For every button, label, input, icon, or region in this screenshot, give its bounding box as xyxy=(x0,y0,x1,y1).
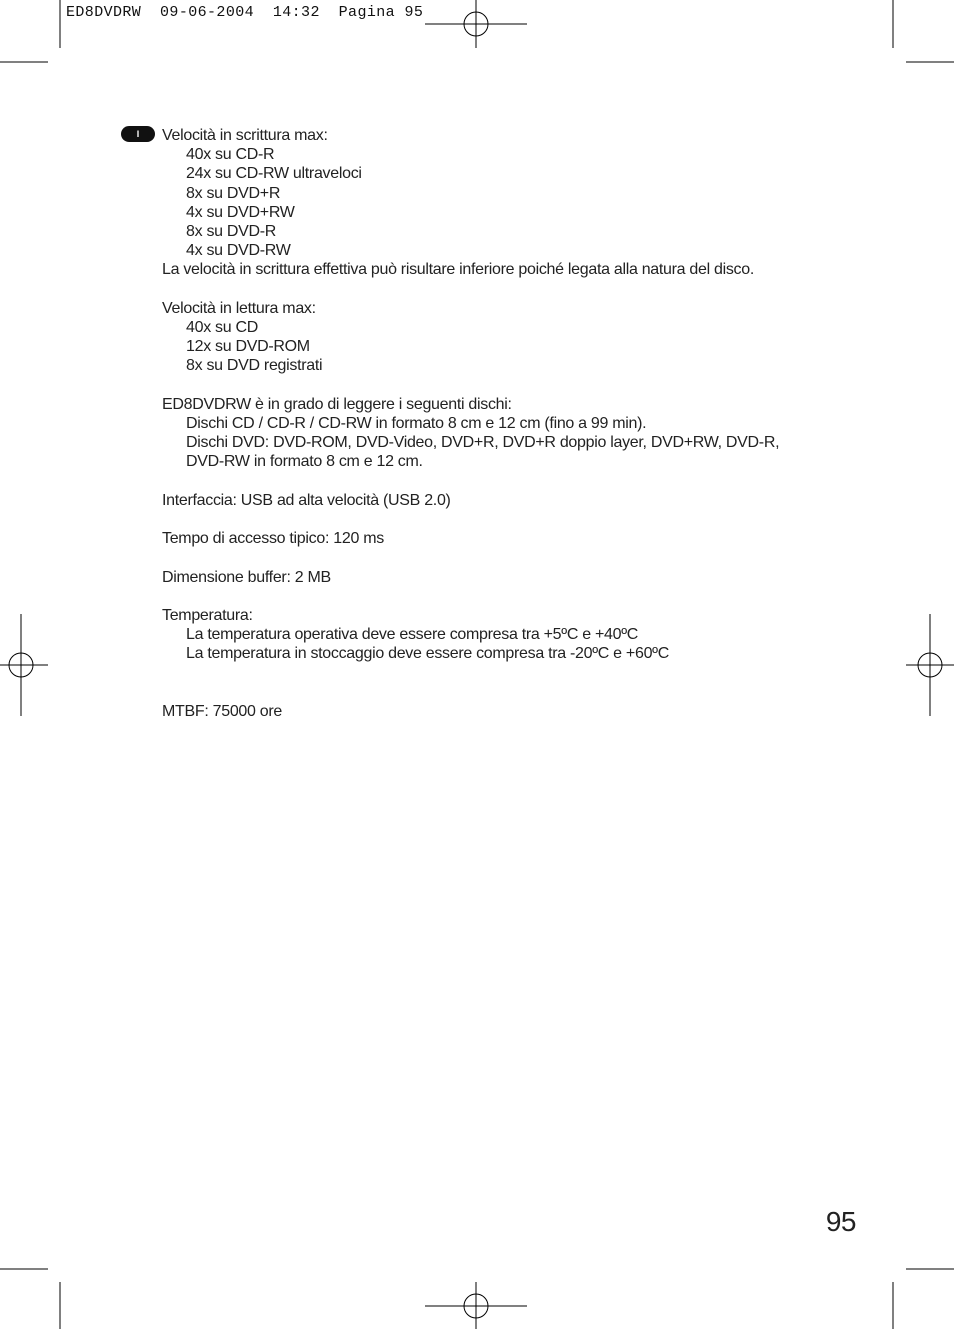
discs-item: DVD-RW in formato 8 cm e 12 cm. xyxy=(186,453,423,471)
write-speed-item: 40x su CD-R xyxy=(186,146,275,164)
temperature-item: La temperatura operativa deve essere compresa tra +5ºC e +40ºC xyxy=(186,626,639,644)
mtbf-line: MTBF: 75000 ore xyxy=(162,702,283,720)
read-speed-title: Velocità in lettura max: xyxy=(162,299,316,317)
write-speed-item: 8x su DVD+R xyxy=(186,184,281,202)
write-speed-note: La velocità in scrittura effettiva può risultare inferiore poiché legata alla natura del disco. xyxy=(162,261,755,279)
write-speed-title: Velocità in scrittura max: xyxy=(162,127,328,144)
read-speed-item: 12x su DVD-ROM xyxy=(186,338,310,356)
write-speed-item: 4x su DVD+RW xyxy=(186,203,295,221)
discs-title: ED8DVDRW è in grado di leggere i seguenti dischi: xyxy=(162,395,512,413)
page-number: 95 xyxy=(825,1206,856,1237)
read-speed-item: 40x su CD xyxy=(186,319,258,337)
write-speed-item: 24x su CD-RW ultraveloci xyxy=(186,165,362,183)
discs-item: Dischi CD / CD-R / CD-RW in formato 8 cm e 12 cm (fino a 99 min). xyxy=(186,415,647,433)
read-speed-item: 8x su DVD registrati xyxy=(186,357,323,375)
write-speed-item: 4x su DVD-RW xyxy=(186,242,291,260)
temperature-item: La temperatura in stoccaggio deve essere compresa tra -20ºC e +60ºC xyxy=(186,645,669,663)
spec-content xyxy=(162,126,842,721)
write-speed-item: 8x su DVD-R xyxy=(186,223,277,241)
access-time-line: Tempo di accesso tipico: 120 ms xyxy=(162,530,384,548)
temperature-title: Temperatura: xyxy=(162,606,253,624)
interface-line: Interfaccia: USB ad alta velocità (USB 2.0) xyxy=(162,491,451,509)
buffer-line: Dimensione buffer: 2 MB xyxy=(162,568,331,586)
print-slug: ED8DVDRW 09-06-2004 14:32 Pagina 95 xyxy=(66,4,424,21)
language-badge: I xyxy=(121,126,155,142)
discs-item: Dischi DVD: DVD-ROM, DVD-Video, DVD+R, DVD+R doppio layer, DVD+RW, DVD-R, xyxy=(186,434,780,452)
